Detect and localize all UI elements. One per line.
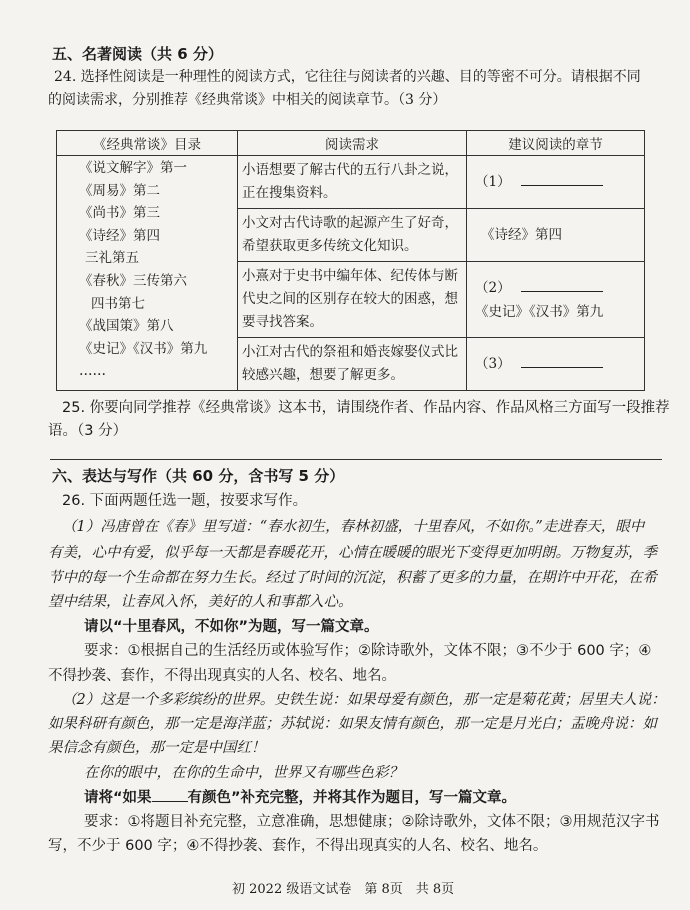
section-6-heading: 六、表达与写作（共 60 分，含书写 5 分）: [52, 467, 345, 485]
prompt1-title-instruction: 请以“十里春风，不如你”为题，写一篇文章。: [84, 619, 379, 635]
toc-item: 《说文解字》第一: [79, 160, 187, 176]
reading-need-cell: 小文对古代诗歌的起源产生了好奇，希望获取更多传统文化知识。: [238, 209, 467, 262]
toc-item: 《诗经》第四: [79, 227, 160, 244]
reading-need-cell: 小江对古代的祭祖和婚丧嫁娶仪式比较感兴趣，想要了解更多。: [238, 338, 467, 391]
table-of-contents-cell: [57, 156, 238, 391]
prompt2-line3: 果信念有颜色，那一定是中国红！: [48, 740, 266, 756]
page-footer: 初 2022 级语文试卷 第 8页 共 8页: [232, 882, 455, 897]
answer-blank[interactable]: [521, 277, 603, 292]
prompt2-line4: 在你的眼中，在你的生命中，世界又有哪些色彩？: [84, 765, 403, 781]
q24-prompt-line1: 24. 选择性阅读是一种理性的阅读方式，它往往与阅读者的兴趣、目的等密不可分。请根据不同: [54, 69, 641, 85]
answer-blank[interactable]: [521, 353, 603, 368]
prompt1-line2: 有美，心中有爱，似乎每一天都是春暖花开，心情在暖暖的眼光下变得更加明朗。万物复苏，季: [48, 545, 657, 561]
section-5-heading: 五、名著阅读（共 6 分）: [52, 45, 223, 63]
suggested-chapter-cell: 《诗经》第四: [467, 209, 645, 262]
reading-need-cell: 小熹对于史书中编年体、纪传体与断代史之间的区别存在较大的困惑，想要寻找答案。: [238, 262, 467, 338]
q25-line1: 25. 你要向同学推荐《经典常谈》这本书，请围绕作者、作品内容、作品风格三方面写一段推荐: [62, 400, 670, 416]
toc-item: 《史记》《汉书》第九: [79, 340, 208, 357]
prompt1-requirements-line1: 要求：①根据自己的生活经历或体验写作；②除诗歌外，文体不限；③不少于 600 字；④: [84, 643, 652, 659]
suggested-chapter-cell: [467, 338, 645, 391]
prompt2-requirements-line1: 要求：①将题目补充完整，立意准确，思想健康；②除诗歌外，文体不限；③用规范汉字书: [84, 814, 660, 830]
answer-blank[interactable]: [521, 171, 603, 186]
prompt2-line2: 如果科研有颜色，那一定是海洋蓝；苏轼说：如果友情有颜色，那一定是月光白；盂晚舟说：如: [48, 716, 657, 732]
q24-prompt-line2: 的阅读需求，分别推荐《经典常谈》中相关的阅读章节。（3 分）: [48, 92, 447, 108]
prompt1-line1: （1）冯唐曾在《春》里写道：“春水初生，春林初盛，十里春风，不如你。”走进春天，眼中: [62, 519, 645, 535]
title-fill-blank[interactable]: [152, 787, 188, 802]
q26-instruction: 26. 下面两题任选一题，按要求写作。: [62, 493, 308, 509]
table-header: 建议阅读的章节: [467, 131, 645, 156]
toc-item: 《周易》第二: [79, 182, 160, 199]
q25-line2: 语。（3 分）: [48, 423, 128, 439]
toc-item: ……: [79, 363, 106, 380]
toc-item: 四书第七: [91, 295, 145, 312]
prompt1-line4: 望中结果，让春风入怀，美好的人和事都入心。: [48, 594, 353, 610]
answer-number: （1）: [475, 174, 511, 190]
reading-need-cell: 小语想要了解古代的五行八卦之说，正在搜集资料。: [238, 156, 467, 209]
prompt2-line1: （2）这是一个多彩缤纷的世界。史铁生说：如果母爱有颜色，那一定是菊花黄；居里夫人说：: [62, 692, 666, 708]
table-header: 阅读需求: [238, 131, 467, 156]
answer-number: （3）: [475, 356, 511, 372]
prompt1-requirements-line2: 不得抄袭、套作，不得出现真实的人名、校名、地名。: [48, 668, 396, 684]
reading-recommendation-table: [56, 130, 645, 391]
title-instruction-part: 有颜色”补充完整，并将其作为题目，写一篇文章。: [187, 790, 517, 806]
title-instruction-part: 请将“如果: [84, 790, 152, 806]
section-divider: [50, 459, 662, 460]
prompt2-title-instruction: [84, 786, 516, 807]
suggested-chapter-cell: [467, 262, 645, 338]
toc-item: 《战国策》第八: [79, 318, 174, 335]
suggested-chapter-cell: [467, 156, 645, 209]
toc-item: 《尚书》第三: [79, 205, 160, 222]
answer-number: （2）: [475, 279, 511, 296]
toc-item: 三礼第五: [85, 250, 139, 267]
prompt2-requirements-line2: 写，不少于 600 字；④不得抄袭、套作，不得出现真实的人名、校名、地名。: [48, 838, 548, 854]
given-chapters: 《史记》《汉书》第九: [475, 303, 604, 320]
table-header: 《经典常谈》目录: [57, 131, 238, 156]
toc-item: 《春秋》三传第六: [79, 272, 187, 289]
prompt1-line3: 节中的每一个生命都在努力生长。经过了时间的沉淀，积蓄了更多的力量，在期许中开花，在希: [48, 570, 657, 586]
